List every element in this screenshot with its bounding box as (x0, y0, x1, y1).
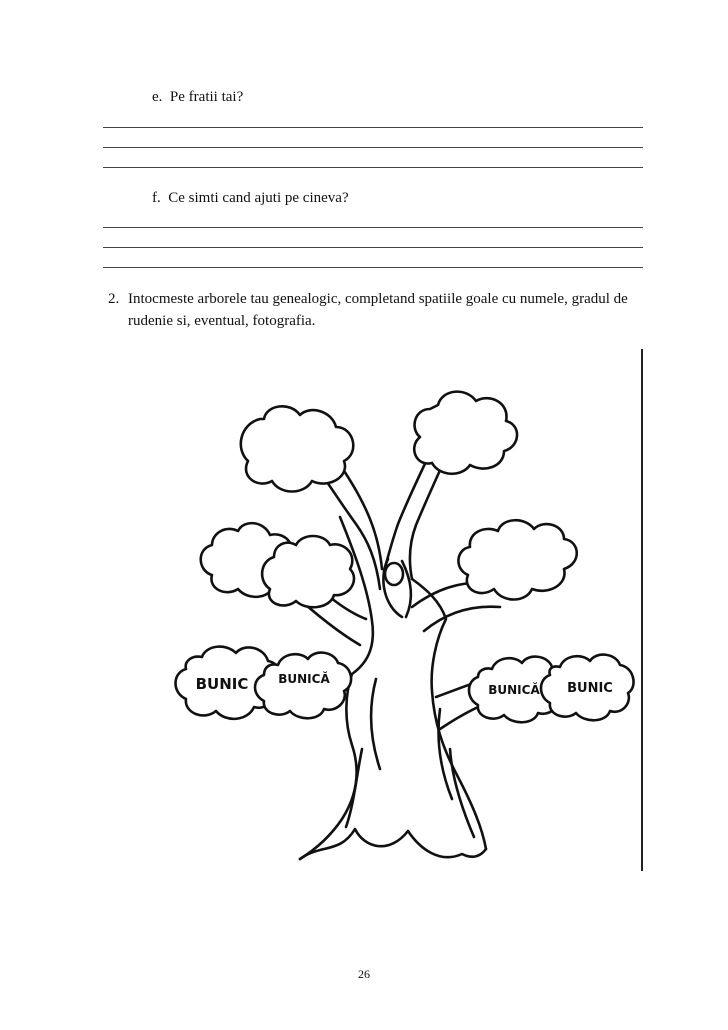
answer-line-e2[interactable] (103, 147, 643, 148)
bark-line-4 (450, 749, 474, 837)
branch-upper-right-inner (384, 449, 432, 571)
answer-line-f2[interactable] (103, 247, 643, 248)
question-f-marker: f. (152, 190, 161, 206)
tree-knot (385, 563, 403, 585)
tree-clouds (176, 392, 634, 723)
trunk-right-edge (412, 579, 486, 849)
trunk-roots (300, 829, 486, 859)
page-number: 26 (358, 967, 370, 981)
answer-line-f3[interactable] (103, 267, 643, 268)
family-tree-svg (140, 349, 644, 871)
branch-upper-right-outer (410, 457, 446, 579)
family-tree-drawing (140, 349, 644, 871)
cloud-mid-right (458, 520, 576, 599)
cloud-top-left (241, 406, 353, 491)
bark-line-1 (371, 679, 380, 769)
tree-label-left-1: BUNIC (195, 675, 249, 693)
branch-mid-right-bottom (424, 607, 500, 631)
task-number: 2. (108, 291, 120, 307)
question-e (152, 89, 243, 106)
question-e-text: Pe fratii tai? (169, 89, 244, 105)
question-f (152, 190, 349, 207)
question-e-marker: e. (152, 89, 163, 105)
question-f-text: Ce simti cand ajuti pe cineva? (168, 190, 349, 206)
bark-line-2 (346, 749, 362, 827)
tree-label-left-2: BUNICĂ (278, 672, 330, 686)
cloud-top-right (414, 392, 517, 474)
tree-label-right-2: BUNIC (567, 681, 613, 696)
answer-line-e3[interactable] (103, 167, 643, 168)
task-text: Intocmeste arborele tau genealogic, completand spatiile goale cu numele, gradul de rudenie si, eventual, fotografia. (128, 291, 628, 329)
tree-label-right-1: BUNICĂ (488, 683, 540, 697)
answer-line-f1[interactable] (103, 227, 643, 228)
answer-line-e1[interactable] (103, 127, 643, 128)
